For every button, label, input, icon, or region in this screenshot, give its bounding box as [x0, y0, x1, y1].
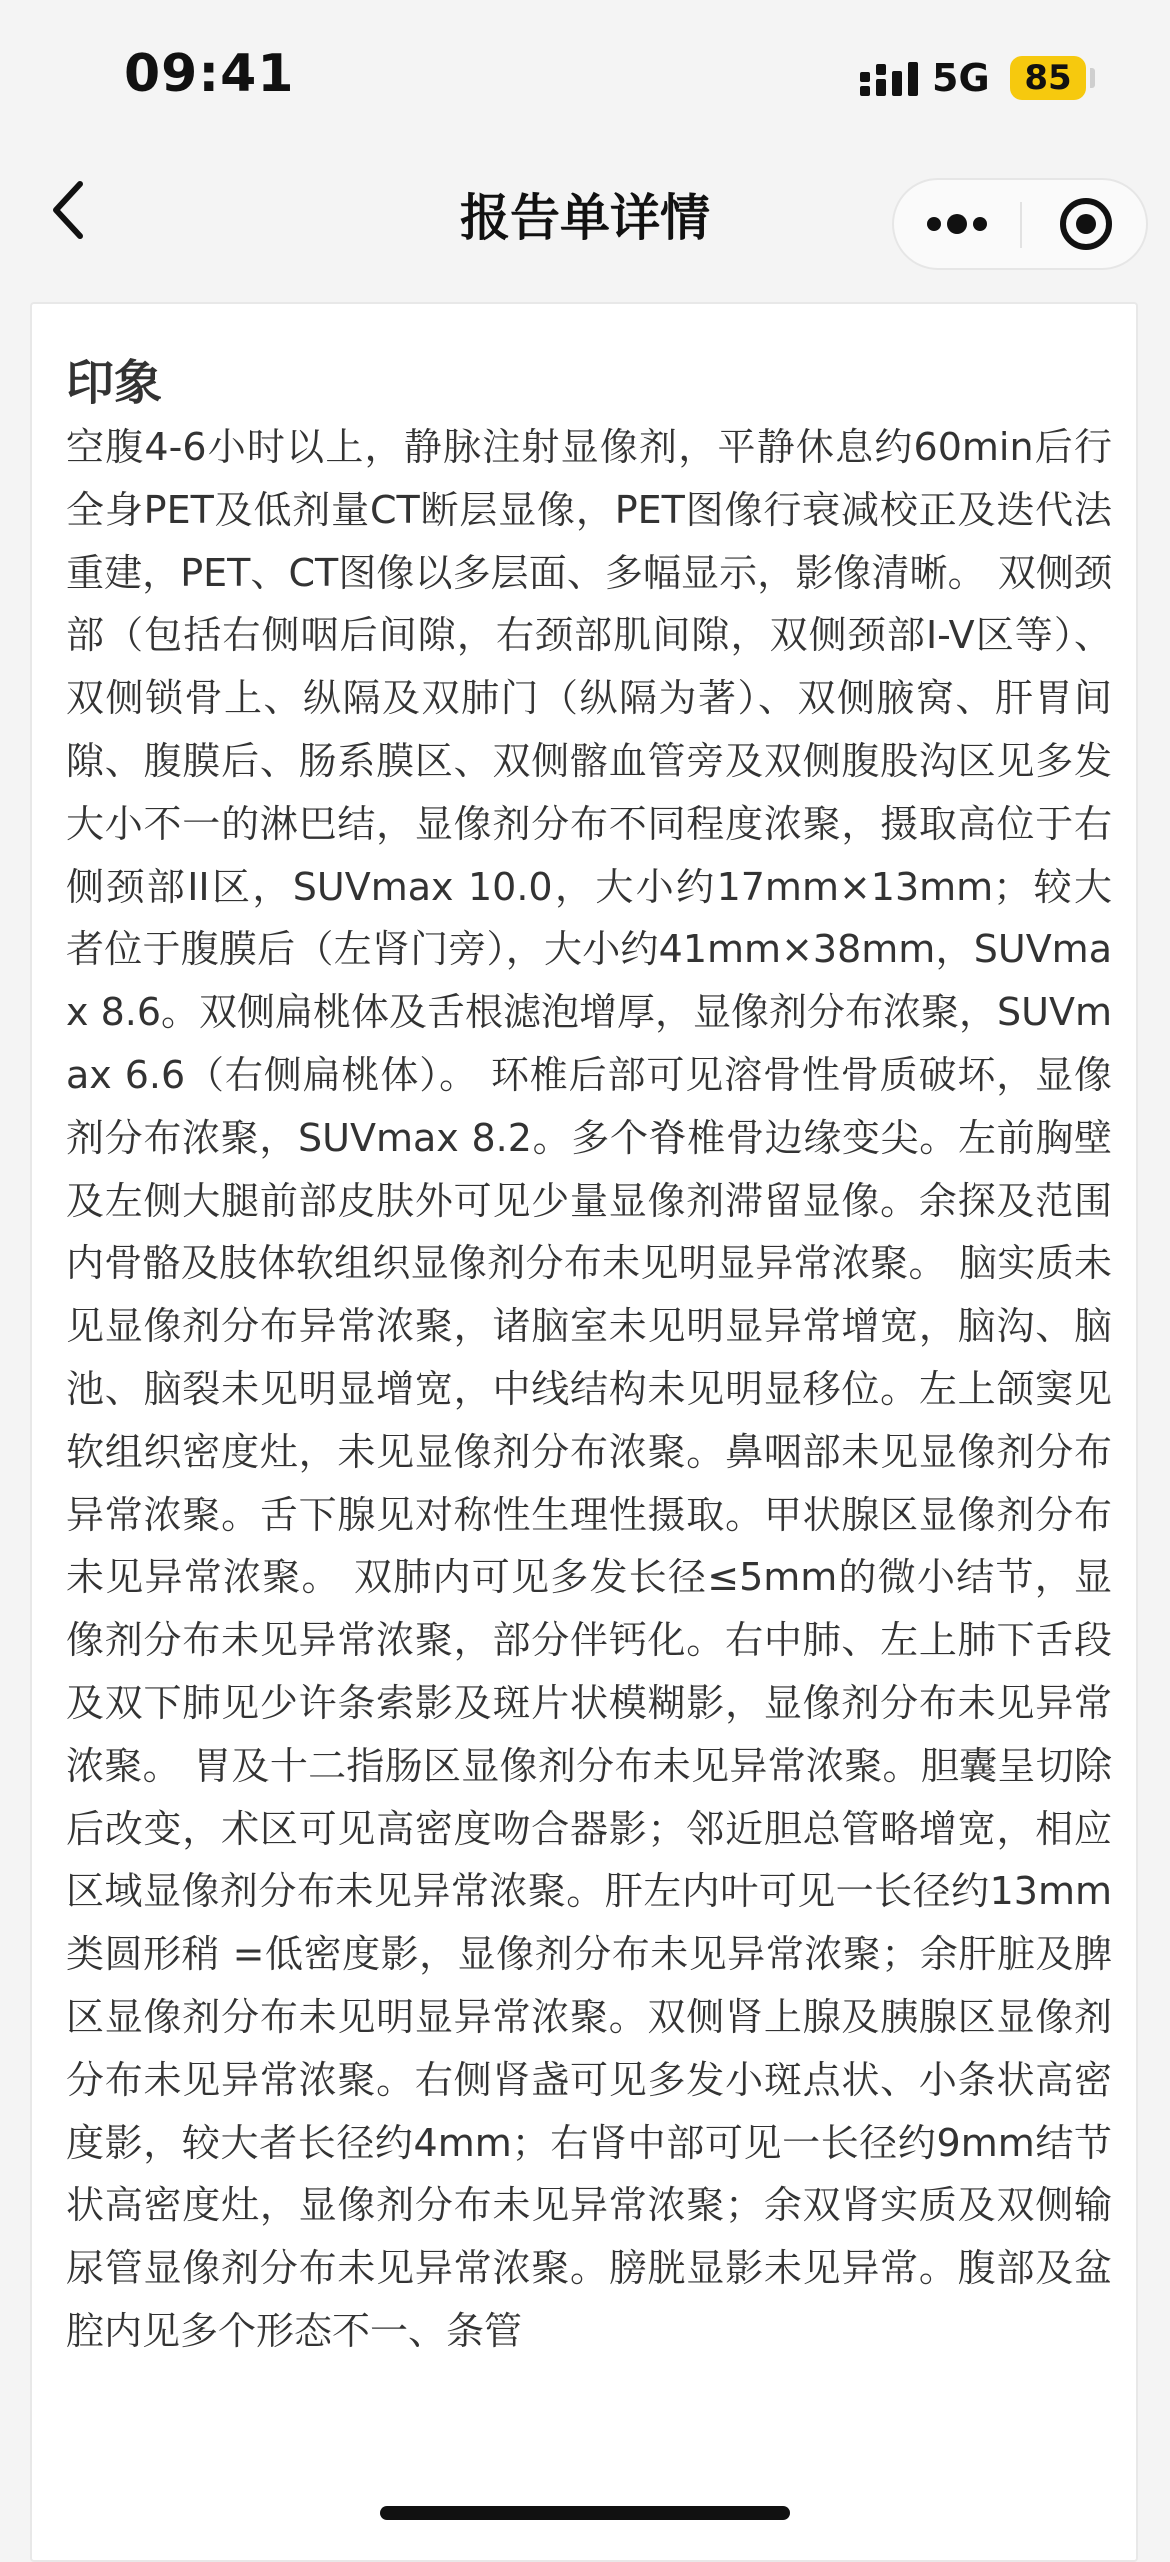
home-indicator[interactable]: [380, 2506, 790, 2520]
network-type: 5G: [932, 56, 990, 100]
mini-program-capsule: [892, 178, 1148, 270]
report-body-text: 空腹4-6小时以上，静脉注射显像剂，平静休息约60min后行全身PET及低剂量CT断层显像，PET图像行衰减校正及迭代法重建，PET、CT图像以多层面、多幅显示，影像清晰。 双侧颈部（包括右侧咽后间隙，右颈部肌间隙，双侧颈部I-V区等）、双侧锁骨上、纵隔及双肺门（纵隔为著）、双侧腋窝、肝胃间隙、腹膜后、肠系膜区、双侧髂血管旁及双侧腹股沟区见多发大小不一的淋巴结，显像剂分布不同程度浓聚，摄取高位于右侧颈部II区，SUVmax 10.0，大小约17mm×13mm；较大者位于腹膜后（左肾门旁），大小约41mm×38mm，SUVmax 8.6。双侧扁桃体及舌根滤泡增厚，显像剂分布浓聚，SUVmax 6.6（右侧扁桃体）。 环椎后部可见溶骨性骨质破坏，显像剂分布浓聚，SUVmax 8.2。多个脊椎骨边缘变尖。左前胸壁及左侧大腿前部皮肤外可见少量显像剂滞留显像。余探及范围内骨骼及肢体软组织显像剂分布未见明显异常浓聚。 脑实质未见显像剂分布异常浓聚，诸脑室未见明显异常增宽，脑沟、脑池、脑裂未见明显增宽，中线结构未见明显移位。左上颌窦见软组织密度灶，未见显像剂分布浓聚。鼻咽部未见显像剂分布异常浓聚。舌下腺见对称性生理性摄取。甲状腺区显像剂分布未见异常浓聚。 双肺内可见多发长径≤5mm的微小结节，显像剂分布未见异常浓聚，部分伴钙化。右中肺、左上肺下舌段及双下肺见少许条索影及斑片状模糊影，显像剂分布未见异常浓聚。 胃及十二指肠区显像剂分布未见异常浓聚。胆囊呈切除后改变，术区可见高密度吻合器影；邻近胆总管略增宽，相应区域显像剂分布未见异常浓聚。肝左内叶可见一长径约13mm类圆形稍 =低密度影，显像剂分布未见异常浓聚；余肝脏及脾区显像剂分布未见明显异常浓聚。双侧肾上腺及胰腺区显像剂分布未见异常浓聚。右侧肾盏可见多发小斑点状、小条状高密度影，较大者长径约4mm；右肾中部可见一长径约9mm结节状高密度灶，显像剂分布未见异常浓聚；余双肾实质及双侧输尿管显像剂分布未见异常浓聚。膀胱显影未见异常。腹部及盆腔内见多个形态不一、条管: [66, 425, 1112, 2353]
status-time: 09:41: [124, 44, 295, 104]
status-bar: [0, 0, 1170, 150]
more-dots-icon[interactable]: [912, 194, 1002, 254]
section-title: 印象: [66, 355, 163, 411]
page-title: 报告单详情: [460, 189, 710, 247]
nav-bar: [0, 150, 1170, 270]
cellular-signal-icon: [858, 60, 922, 98]
target-circle-icon[interactable]: [1046, 194, 1126, 254]
battery-icon: [1010, 56, 1086, 100]
battery-level: 85: [1024, 58, 1072, 98]
battery-tip: [1090, 68, 1095, 88]
report-card: [30, 302, 1138, 2562]
capsule-divider: [1020, 202, 1022, 248]
